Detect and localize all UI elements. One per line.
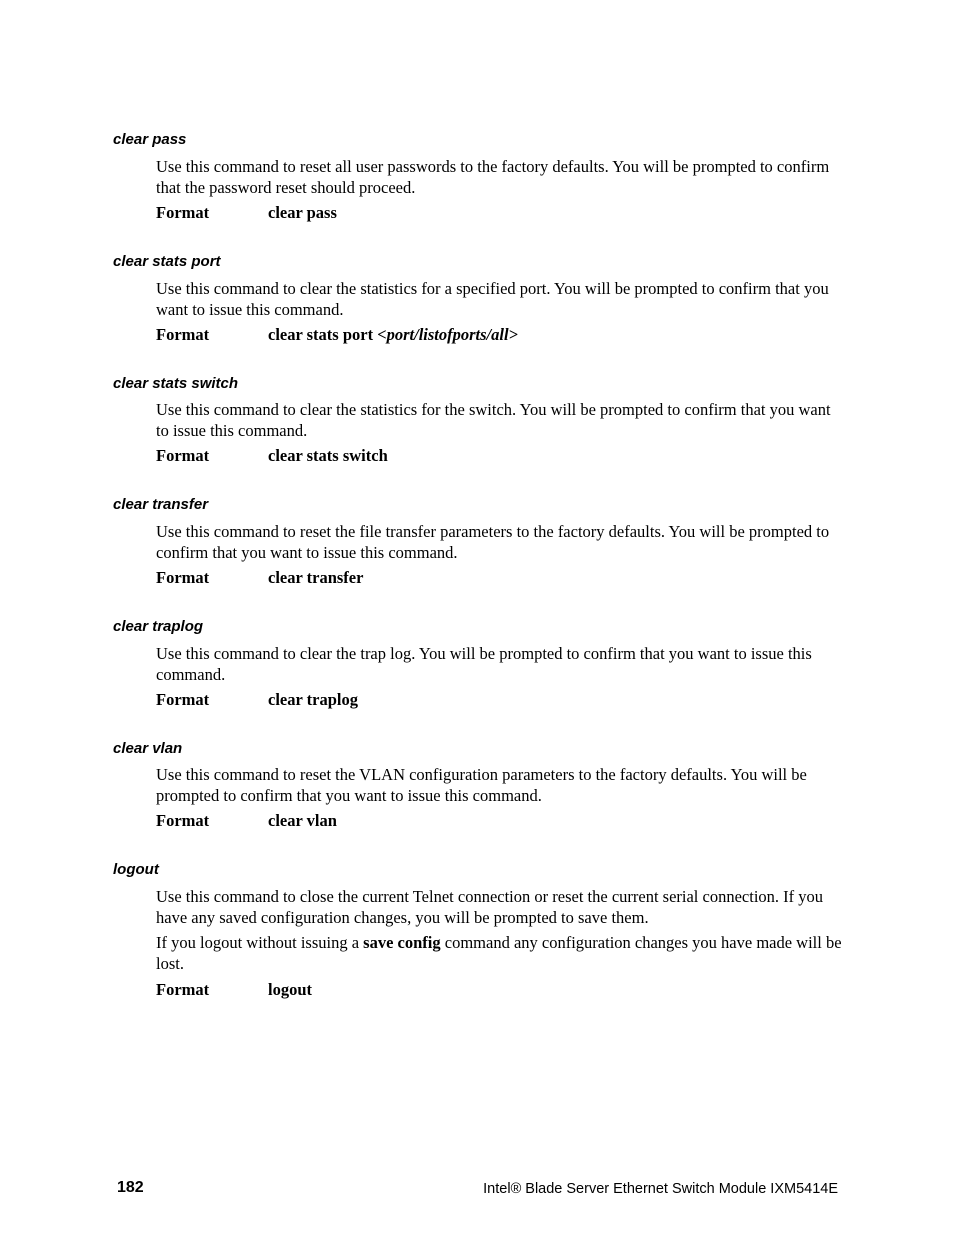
format-argument: <port/listofports/all>: [377, 325, 518, 344]
format-label: Format: [156, 980, 210, 999]
section-title-clear-stats-port: clear stats port: [113, 253, 221, 270]
section-description: Use this command to close the current Telnet connection or reset the current serial connection. If you have any saved configuration changes, you will be prompted to save them.: [156, 887, 824, 927]
section-title-clear-traplog: clear traplog: [113, 618, 204, 635]
section-title-clear-transfer: clear transfer: [113, 496, 209, 513]
format-command: [268, 325, 518, 345]
section-description: Use this command to reset all user passwords to the factory defaults. You will be prompted to confirm that the password reset should proceed.: [156, 157, 830, 197]
note-text-before: If you logout without issuing a: [156, 933, 364, 952]
section-title-clear-stats-switch: clear stats switch: [113, 375, 239, 392]
note-text-after: command any configuration changes you have made will be lost.: [156, 933, 846, 973]
footer-document-title: Intel® Blade Server Ethernet Switch Module IXM5414E: [483, 1181, 838, 1197]
format-label: Format: [156, 811, 210, 830]
logout-warning-note: [156, 933, 846, 974]
section-description: Use this command to reset the VLAN configuration parameters to the factory defaults. You will be prompted to confirm that you want to issue this command.: [156, 765, 807, 805]
section-title-logout: logout: [113, 861, 159, 878]
format-label: Format: [156, 446, 210, 465]
format-command: clear traplog: [268, 690, 358, 709]
note-command-save-config: save config: [363, 933, 441, 952]
format-command: clear transfer: [268, 568, 364, 587]
format-command: clear vlan: [268, 811, 337, 830]
format-label: Format: [156, 568, 210, 587]
section-title-clear-pass: clear pass: [113, 131, 187, 148]
format-command-text: clear stats port: [268, 325, 378, 344]
format-label: Format: [156, 690, 210, 709]
section-description: Use this command to reset the file transfer parameters to the factory defaults. You will be prompted to confirm that you want to issue this command.: [156, 522, 830, 562]
section-description: Use this command to clear the statistics for a specified port. You will be prompted to confirm that you want to issue this command.: [156, 279, 829, 319]
format-label: Format: [156, 203, 210, 222]
format-command: clear stats switch: [268, 446, 388, 465]
format-command: logout: [268, 980, 313, 999]
section-description: Use this command to clear the trap log. You will be prompted to confirm that you want to issue this command.: [156, 644, 812, 684]
page-number: 182: [117, 1179, 144, 1196]
section-title-clear-vlan: clear vlan: [113, 740, 183, 757]
format-label: Format: [156, 325, 210, 344]
format-command: clear pass: [268, 203, 337, 222]
section-description: Use this command to clear the statistics for the switch. You will be prompted to confirm that you want to issue this command.: [156, 400, 831, 440]
